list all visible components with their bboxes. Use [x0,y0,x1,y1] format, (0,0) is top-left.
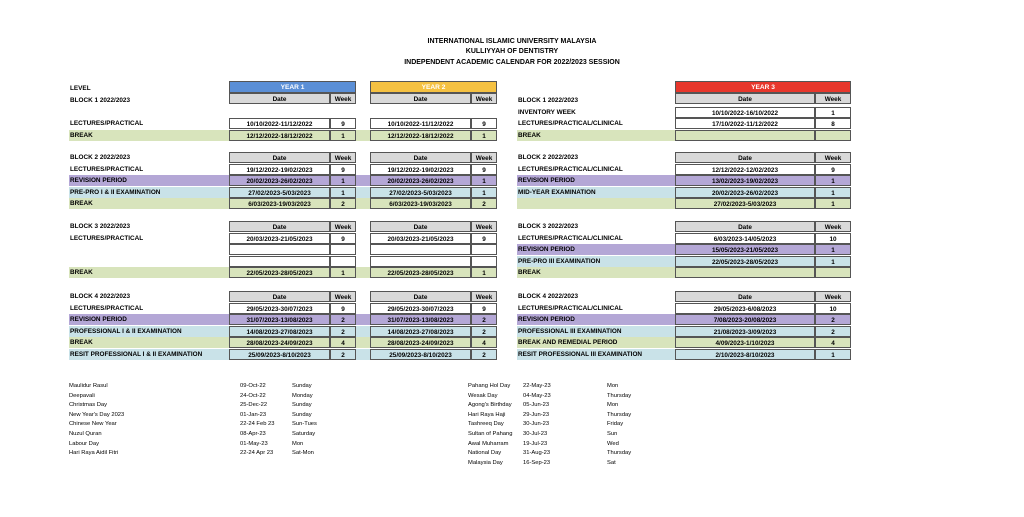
block-title-year3: BLOCK 3 2022/2023 [518,223,579,230]
holiday-name: Hari Raya Haji [468,411,506,418]
year1-date-cell: 12/12/2022-18/12/2022 [229,130,330,141]
year3-activity-label: BREAK AND REMEDIAL PERIOD [518,339,618,346]
year3-week-cell: 2 [815,326,851,337]
holiday-date: 29-Jun-23 [523,411,550,418]
year1-date-cell: 28/08/2023-24/09/2023 [229,337,330,348]
holiday-date: 19-Jul-23 [523,440,548,447]
year1-date-cell: 27/02/2023-5/03/2023 [229,187,330,198]
holiday-name: Chinese New Year [69,421,117,428]
year2-date-cell: 20/02/2023-26/02/2023 [370,175,471,186]
week-column-header: Week [815,221,851,232]
holiday-name: Sultan of Pahang [468,431,513,437]
year3-activity-label: LECTURES/PRACTICAL/CLINICAL [518,120,623,127]
year2-week-cell: 2 [471,198,497,209]
year3-date-cell [675,267,815,278]
year2-date-cell: 25/09/2023-8/10/2023 [370,349,471,360]
activity-label: REVISION PERIOD [70,316,127,323]
holiday-day: Monday [292,392,313,399]
activity-label [69,244,227,255]
week-column-header: Week [330,291,356,302]
year2-date-cell [370,256,471,267]
block-title: BLOCK 4 2022/2023 [70,293,131,300]
year2-date-cell: 22/05/2023-28/05/2023 [370,267,471,278]
holiday-name: Awal Muharram [468,440,509,447]
year2-date-cell: 29/05/2023-30/07/2023 [370,303,471,314]
holiday-date: 25-Dec-22 [240,402,268,409]
year3-date-cell: 4/09/2023-1/10/2023 [675,337,815,348]
block-title-year3: BLOCK 2 2022/2023 [518,154,579,161]
holiday-date: 09-Oct-22 [240,383,266,389]
holiday-name: Maulidur Rasul [69,383,108,389]
holiday-date: 22-24 Feb 23 [240,421,275,428]
faculty-title: KULLIYYAH OF DENTISTRY [465,48,559,55]
year-3-header: YEAR 3 [675,81,851,93]
year3-activity-label: PRE-PRO III EXAMINATION [518,257,601,265]
year3-date-cell: 10/10/2022-16/10/2022 [675,107,815,118]
holiday-day: Sat-Mon [292,450,314,457]
year3-week-cell: 1 [815,349,851,360]
holiday-day: Sunday [292,411,312,418]
year3-activity-label: RESIT PROFESSIONAL III EXAMINATION [518,350,643,358]
holiday-date: 22-May-23 [523,383,551,389]
holiday-date: 30-Jul-23 [523,431,548,437]
year1-date-cell: 19/12/2022-19/02/2023 [229,164,330,175]
week-column-header: Week [471,291,497,302]
year3-activity-label: REVISION PERIOD [518,177,575,184]
week-column-header: Week [471,152,497,163]
year3-date-cell: 7/08/2023-20/08/2023 [675,314,815,325]
year3-date-cell: 21/08/2023-3/09/2023 [675,326,815,337]
year3-week-cell: 10 [815,233,851,244]
year1-week-cell: 9 [330,303,356,314]
year2-date-cell: 27/02/2023-5/03/2023 [370,187,471,198]
year3-activity-label: REVISION PERIOD [518,246,575,253]
date-column-header: Date [229,291,330,302]
year3-activity-label [517,198,675,209]
year1-week-cell: 4 [330,337,356,348]
year2-week-cell: 2 [471,349,497,360]
holiday-name: New Year's Day 2023 [69,411,125,418]
year1-date-cell: 25/09/2023-8/10/2023 [229,349,330,360]
year1-date-cell [229,256,330,267]
block-title: BLOCK 2 2022/2023 [70,154,131,161]
activity-label: REVISION PERIOD [70,177,127,184]
year2-week-cell: 1 [471,187,497,198]
week-column-header: Week [330,152,356,163]
activity-label: LECTURES/PRACTICAL [70,234,144,242]
week-column-header: Week [471,221,497,232]
year1-week-cell: 9 [330,233,356,244]
year2-date-cell: 31/07/2023-13/08/2023 [370,314,471,325]
year1-week-cell: 1 [330,130,356,141]
year1-week-cell: 2 [330,314,356,325]
week-column-header: Week [471,93,497,104]
holiday-date: 01-May-23 [240,440,268,447]
activity-label: BREAK [70,339,93,346]
activity-label: PROFESSIONAL I & II EXAMINATION [70,327,182,335]
holiday-day: Thursday [607,392,632,399]
year2-date-cell: 14/08/2023-27/08/2023 [370,326,471,337]
year2-week-cell: 2 [471,326,497,337]
year3-week-cell: 9 [815,164,851,175]
year1-week-cell: 9 [330,118,356,129]
year1-week-cell [330,244,356,255]
activity-label: BREAK [70,131,93,139]
block-title: BLOCK 1 2022/2023 [70,97,131,104]
year3-date-cell: 15/05/2023-21/05/2023 [675,244,815,255]
year3-activity-label: LECTURES/PRACTICAL/CLINICAL [518,234,623,242]
block-title: BLOCK 3 2022/2023 [70,223,131,230]
year1-week-cell: 2 [330,198,356,209]
holiday-date: 01-Jan-23 [240,411,267,418]
year3-date-cell: 6/03/2023-14/05/2023 [675,233,815,244]
year3-week-cell: 1 [815,198,851,209]
year1-week-cell: 9 [330,164,356,175]
year3-week-cell: 1 [815,175,851,186]
year2-week-cell: 1 [471,175,497,186]
activity-label: RESIT PROFESSIONAL I & II EXAMINATION [70,350,203,358]
year2-date-cell: 10/10/2022-11/12/2022 [370,118,471,129]
holiday-name: Labour Day [69,440,99,447]
year3-week-cell: 8 [815,118,851,129]
holiday-name: Malaysia Day [468,459,503,466]
year3-activity-label: BREAK [518,131,541,139]
holiday-day: Sunday [292,383,312,389]
holiday-name: Hari Raya Aidil Fitri [69,450,119,457]
year3-week-cell: 2 [815,314,851,325]
year3-activity-label: BREAK [518,269,541,276]
year3-date-cell: 22/05/2023-28/05/2023 [675,256,815,267]
holiday-date: 04-May-23 [523,392,551,399]
date-column-header: Date [370,221,471,232]
year3-activity-label: REVISION PERIOD [518,316,575,323]
holiday-day: Mon [607,383,619,389]
year1-date-cell: 20/02/2023-26/02/2023 [229,175,330,186]
year2-week-cell: 4 [471,337,497,348]
year2-week-cell: 9 [471,233,497,244]
year3-activity-label: PROFESSIONAL III EXAMINATION [518,327,622,335]
activity-label [69,256,227,267]
calendar-title: INDEPENDENT ACADEMIC CALENDAR FOR 2022/2023 SESSION [404,59,620,66]
university-title: INTERNATIONAL ISLAMIC UNIVERSITY MALAYSIA [427,38,597,45]
activity-label: BREAK [70,269,93,276]
year3-week-cell [815,130,851,141]
year2-date-cell: 12/12/2022-18/12/2022 [370,130,471,141]
block-title-year3: BLOCK 4 2022/2023 [518,293,579,300]
holiday-name: Agong's Birthday [468,402,512,409]
date-column-header: Date [675,291,815,302]
activity-label: LECTURES/PRACTICAL [70,165,144,173]
year2-date-cell: 28/08/2023-24/09/2023 [370,337,471,348]
year3-date-cell: 20/02/2023-26/02/2023 [675,187,815,198]
year2-week-cell: 9 [471,118,497,129]
year1-week-cell: 2 [330,326,356,337]
year1-week-cell: 1 [330,175,356,186]
holiday-name: Tashreeq Day [468,421,504,428]
year1-date-cell: 6/03/2023-19/03/2023 [229,198,330,209]
holiday-day: Wed [607,440,619,447]
year3-date-cell: 27/02/2023-5/03/2023 [675,198,815,209]
year3-week-cell [815,267,851,278]
year1-date-cell: 29/05/2023-30/07/2023 [229,303,330,314]
year-1-header: YEAR 1 [229,81,356,93]
block-title-year3: BLOCK 1 2022/2023 [518,97,579,104]
holiday-day: Sunday [292,402,312,409]
activity-label: LECTURES/PRACTICAL [70,120,144,127]
holiday-name: National Day [468,450,502,457]
year3-activity-label: MID-YEAR EXAMINATION [518,188,596,196]
holiday-date: 24-Oct-22 [240,392,266,399]
year2-week-cell: 9 [471,303,497,314]
year3-week-cell: 1 [815,256,851,267]
year3-activity-label: LECTURES/PRACTICAL/CLINICAL [518,165,623,173]
year3-date-cell: 2/10/2023-8/10/2023 [675,349,815,360]
year1-week-cell: 2 [330,349,356,360]
holiday-name: Christmas Day [69,402,108,409]
year1-date-cell: 14/08/2023-27/08/2023 [229,326,330,337]
holiday-name: Pahang Hol Day [468,383,511,389]
holiday-date: 08-Apr-23 [240,431,266,437]
date-column-header: Date [370,291,471,302]
holiday-day: Sat [607,459,616,466]
year2-week-cell: 1 [471,130,497,141]
holiday-name: Wesak Day [468,392,498,399]
year2-date-cell: 20/03/2023-21/05/2023 [370,233,471,244]
year3-date-cell: 29/05/2023-6/08/2023 [675,303,815,314]
holiday-date: 30-Jun-23 [523,421,550,428]
holiday-day: Mon [607,402,619,409]
year3-week-cell: 1 [815,244,851,255]
holiday-day: Thursday [607,411,632,418]
year3-week-cell: 1 [815,187,851,198]
holiday-day: Sun [607,431,618,437]
week-column-header: Week [815,291,851,302]
year1-date-cell: 10/10/2022-11/12/2022 [229,118,330,129]
year2-week-cell [471,256,497,267]
year1-date-cell: 20/03/2023-21/05/2023 [229,233,330,244]
activity-label: LECTURES/PRACTICAL [70,304,144,312]
year3-date-cell: 17/10/2022-11/12/2022 [675,118,815,129]
date-column-header: Date [675,152,815,163]
week-column-header: Week [330,221,356,232]
week-column-header: Week [815,152,851,163]
year3-activity-label: LECTURES/PRACTICAL/CLINICAL [518,304,623,312]
date-column-header: Date [229,152,330,163]
holiday-date: 22-24 Apr 23 [240,450,274,457]
date-column-header: Date [675,93,815,104]
date-column-header: Date [229,93,330,104]
activity-label: PRE-PRO I & II EXAMINATION [70,188,161,196]
year3-week-cell: 10 [815,303,851,314]
date-column-header: Date [370,152,471,163]
year1-date-cell: 31/07/2023-13/08/2023 [229,314,330,325]
activity-label: BREAK [70,200,93,207]
holiday-date: 31-Aug-23 [523,450,551,457]
year3-date-cell [675,130,815,141]
holiday-date: 16-Sep-23 [523,459,551,466]
week-column-header: Week [330,93,356,104]
holiday-date: 05-Jun-23 [523,402,550,409]
year3-week-cell: 4 [815,337,851,348]
holiday-day: Mon [292,440,304,447]
date-column-header: Date [370,93,471,104]
holiday-day: Friday [607,421,624,428]
year1-date-cell: 22/05/2023-28/05/2023 [229,267,330,278]
holiday-day: Thursday [607,450,632,457]
holiday-name: Nuzul Quran [69,431,102,437]
holiday-day: Sun-Tues [292,421,317,428]
year3-activity-label: INVENTORY WEEK [518,108,576,116]
year2-date-cell: 19/12/2022-19/02/2023 [370,164,471,175]
year2-date-cell: 6/03/2023-19/03/2023 [370,198,471,209]
year2-week-cell [471,244,497,255]
year1-week-cell [330,256,356,267]
year2-week-cell: 2 [471,314,497,325]
level-label: LEVEL [70,85,91,92]
year3-week-cell: 1 [815,107,851,118]
year1-date-cell [229,244,330,255]
year1-week-cell: 1 [330,187,356,198]
year3-date-cell: 13/02/2023-19/02/2023 [675,175,815,186]
year2-week-cell: 1 [471,267,497,278]
holiday-name: Deepavali [69,392,95,399]
year-2-header: YEAR 2 [370,81,497,93]
date-column-header: Date [675,221,815,232]
date-column-header: Date [229,221,330,232]
week-column-header: Week [815,93,851,104]
holiday-day: Saturday [292,431,316,437]
year3-date-cell: 12/12/2022-12/02/2023 [675,164,815,175]
year2-week-cell: 9 [471,164,497,175]
year2-date-cell [370,244,471,255]
year1-week-cell: 1 [330,267,356,278]
